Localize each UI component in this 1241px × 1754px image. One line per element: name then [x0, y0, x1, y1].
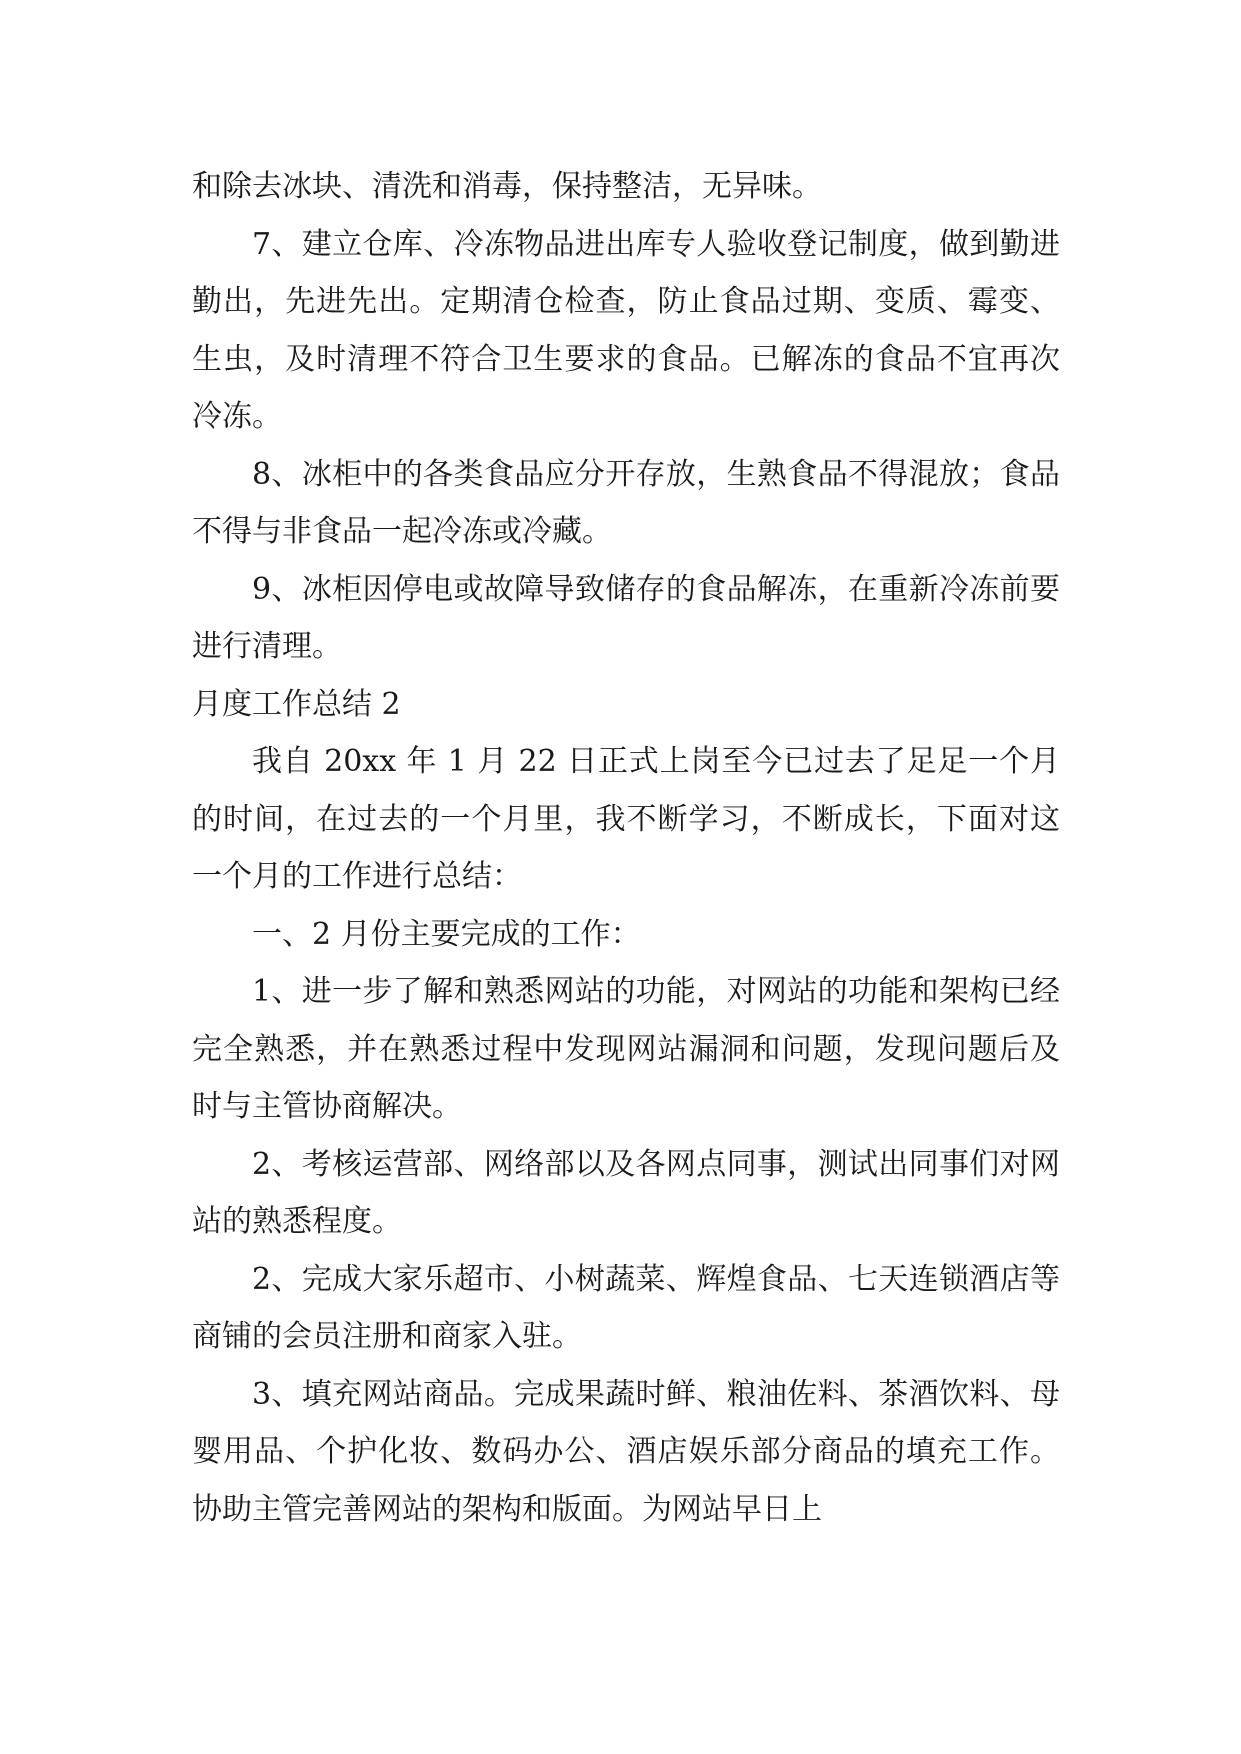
paragraph-work-2-assessment: 2、考核运营部、网络部以及各网点同事，测试出同事们对网站的熟悉程度。 — [192, 1146, 1060, 1239]
paragraph-work-1: 1、进一步了解和熟悉网站的功能，对网站的功能和架构已经完全熟悉，并在熟悉过程中发现网站漏洞和问题，发现问题后及时与主管协商解决。 — [192, 974, 1060, 1124]
paragraph-cleaning-continuation: 和除去冰块、清洗和消毒，保持整洁，无异味。 — [192, 169, 822, 204]
section-heading: 月度工作总结 2 — [192, 686, 401, 722]
paragraph-item-8: 8、冰柜中的各类食品应分开存放，生熟食品不得混放；食品不得与非食品一起冷冻或冷藏。 — [192, 456, 1060, 549]
paragraph-item-7: 7、建立仓库、冷冻物品进出库专人验收登记制度，做到勤进勤出，先进先出。定期清仓检查，防止食品过期、变质、霉变、生虫，及时清理不符合卫生要求的食品。已解冻的食品不宜再次冷冻。 — [192, 226, 1060, 434]
paragraph-work-2-registration: 2、完成大家乐超市、小树蔬菜、辉煌食品、七天连锁酒店等商铺的会员注册和商家入驻。 — [192, 1261, 1060, 1354]
document-body — [192, 158, 1060, 1538]
paragraph-work-3: 3、填充网站商品。完成果蔬时鲜、粮油佐料、茶酒饮料、母婴用品、个护化妆、数码办公、酒店娱乐部分商品的填充工作。协助主管完善网站的架构和版面。为网站早日上 — [192, 1376, 1060, 1527]
paragraph-intro: 我自 20xx 年 1 月 22 日正式上岗至今已过去了足足一个月的时间，在过去的一个月里，我不断学习，不断成长，下面对这一个月的工作进行总结： — [192, 744, 1060, 894]
paragraph-subheading-february: 一、2 月份主要完成的工作： — [252, 916, 641, 952]
paragraph-item-9: 9、冰柜因停电或故障导致储存的食品解冻，在重新冷冻前要进行清理。 — [192, 571, 1060, 664]
